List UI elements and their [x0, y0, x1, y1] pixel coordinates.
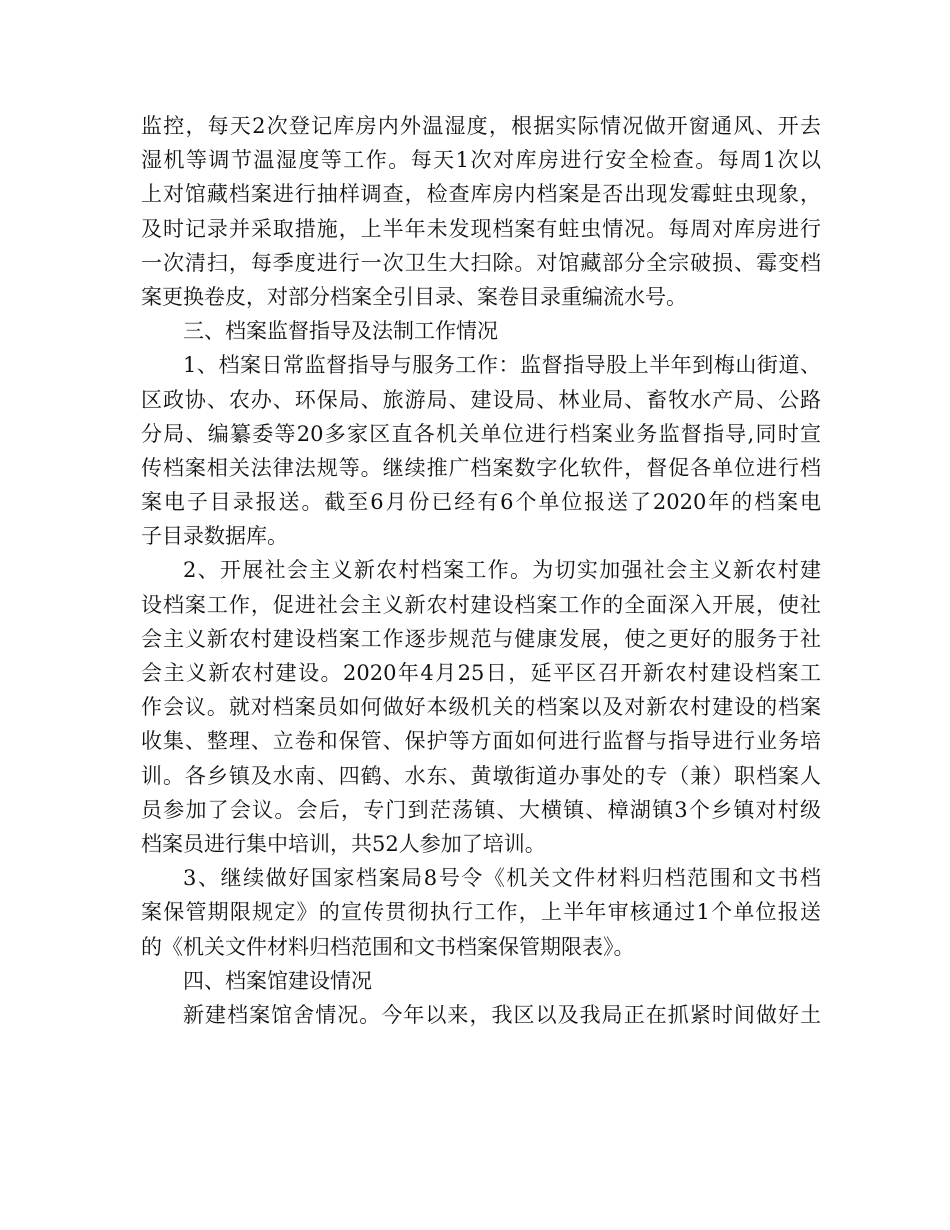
- text-line: 训。各乡镇及水南、四鹤、水东、黄墩街道办事处的专（兼）职档案人: [141, 763, 821, 788]
- text-line: 案更换卷皮，对部分档案全引目录、案卷目录重编流水号。: [141, 284, 687, 309]
- text-line: 三、档案监督指导及法制工作情况: [183, 319, 498, 344]
- text-line: 案电子目录报送。截至6月份已经有6个单位报送了2020年的档案电: [141, 490, 821, 515]
- text-line: 设档案工作，促进社会主义新农村建设档案工作的全面深入开展，使社: [141, 592, 821, 617]
- text-line: 及时记录并采取措施，上半年未发现档案有蛀虫情况。每周对库房进行: [141, 216, 821, 241]
- text-line: 员参加了会议。会后，专门到茫荡镇、大横镇、樟湖镇3个乡镇对村级: [141, 797, 821, 822]
- text-line: 传档案相关法律法规等。继续推广档案数字化软件，督促各单位进行档: [141, 455, 821, 480]
- text-line: 会主义新农村建设档案工作逐步规范与健康发展，使之更好的服务于社: [141, 626, 821, 651]
- document-body: [141, 109, 821, 1032]
- text-line: 档案员进行集中培训，共52人参加了培训。: [141, 831, 546, 856]
- text-line: 监控，每天2次登记库房内外温湿度，根据实际情况做开窗通风、开去: [141, 114, 821, 138]
- text-line: 新建档案馆舍情况。今年以来，我区以及我局正在抓紧时间做好土: [183, 1002, 821, 1027]
- text-line: 2、开展社会主义新农村档案工作。为切实加强社会主义新农村建: [183, 558, 821, 583]
- text-line: 案保管期限规定》的宣传贯彻执行工作，上半年审核通过1个单位报送: [141, 900, 821, 925]
- text-line: 区政协、农办、环保局、旅游局、建设局、林业局、畜牧水产局、公路: [141, 387, 821, 412]
- text-line: 会主义新农村建设。2020年4月25日，延平区召开新农村建设档案工: [141, 661, 821, 685]
- text-line: 上对馆藏档案进行抽样调查，检查库房内档案是否出现发霉蛀虫现象，: [141, 182, 821, 207]
- text-line: 四、档案馆建设情况: [183, 968, 372, 993]
- text-line: 1、档案日常监督指导与服务工作：监督指导股上半年到梅山街道、: [183, 353, 821, 378]
- text-line: 子目录数据库。: [141, 524, 288, 549]
- text-line: 的《机关文件材料归档范围和文书档案保管期限表》。: [141, 934, 635, 959]
- text-line: 湿机等调节温湿度等工作。每天1次对库房进行安全检查。每周1次以: [141, 148, 821, 173]
- text-line: 一次清扫，每季度进行一次卫生大扫除。对馆藏部分全宗破损、霉变档: [141, 250, 821, 275]
- text-line: 分局、编纂委等20多家区直各机关单位进行档案业务监督指导,同时宣: [141, 421, 821, 446]
- text-line: 收集、整理、立卷和保管、保护等方面如何进行监督与指导进行业务培: [141, 729, 821, 754]
- text-line: 3、继续做好国家档案局8号令《机关文件材料归档范围和文书档: [183, 866, 821, 891]
- text-line: 作会议。就对档案员如何做好本级机关的档案以及对新农村建设的档案: [141, 695, 821, 720]
